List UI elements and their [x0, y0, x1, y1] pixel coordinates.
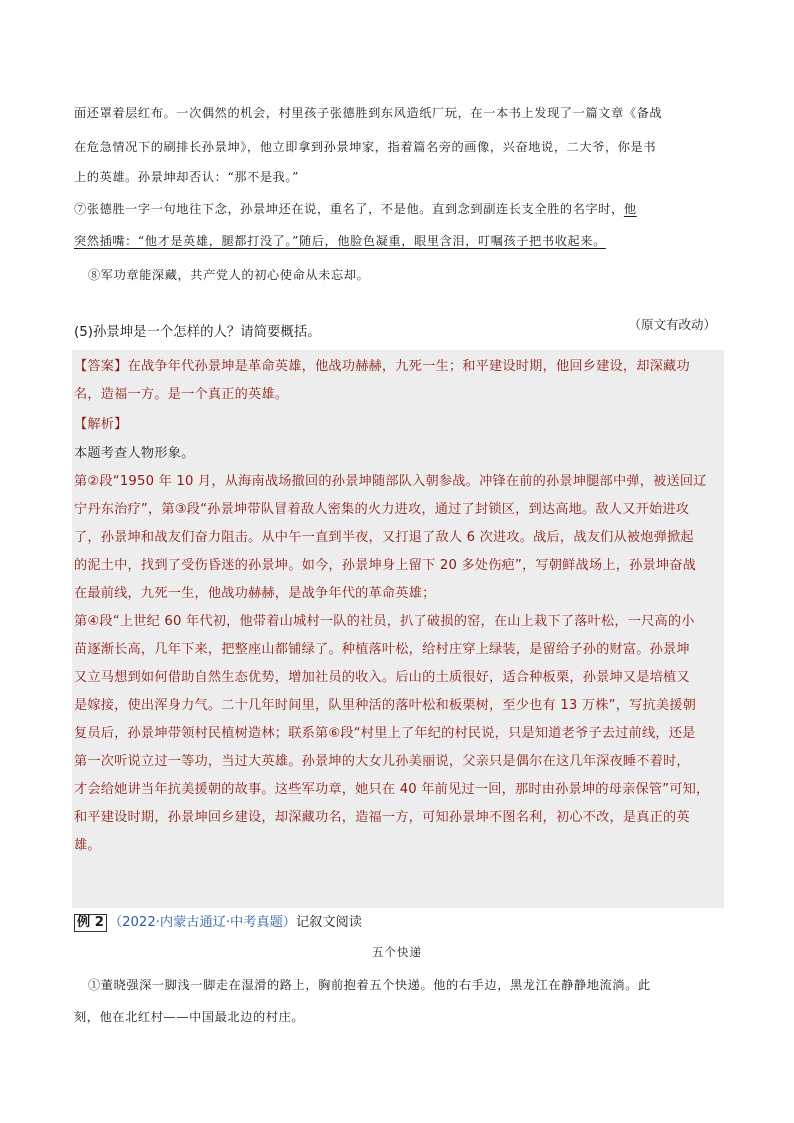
example-tag: 例 2: [74, 914, 107, 932]
answer-text: 在战争年代孙景坤是革命英雄，他战功赫赫，九死一生；和平建设时期，他回乡建设，却深藏功: [127, 359, 690, 374]
underlined-text: 突然插嘴：“他才是英雄，腿都打没了。”: [74, 234, 299, 248]
analysis-line: 的泥土中，找到了受伤昏迷的孙景坤。如今，孙景坤身上留下 20 多处伤疤”，写朝鲜战场上，孙景坤奋战: [74, 558, 697, 573]
question-5: (5)孙景坤是一个怎样的人？请简要概括。: [74, 325, 321, 340]
story-line: 上的英雄。孙景坤却否认：“那不是我。”: [74, 170, 299, 184]
story-paragraph-7-line-2: [74, 224, 720, 258]
story-paragraph-8: ⑧军功章能深藏，共产党人的初心使命从未忘却。: [88, 268, 370, 282]
example-heading: [74, 913, 362, 933]
analysis-intro: 本题考查人物形象。: [74, 446, 195, 461]
analysis-line: 和平建设时期，孙景坤回乡建设，却深藏功名，造福一方，可知孙景坤不图名利，初心不改，是真正的英: [74, 810, 690, 825]
answer-tag: 【答案】: [74, 359, 128, 374]
analysis-line: 才会给她讲当年抗美援朝的故事。这些军功章，她只在 40 年前见过一回，那时由孙景坤的母亲保管”可知，: [74, 782, 710, 797]
story-paragraph-7-line-1: [74, 192, 720, 226]
analysis-tag: 【解析】: [74, 417, 128, 432]
analysis-line: 在最前线，九死一生，他战功赫赫，是战争年代的革命英雄；: [74, 586, 436, 601]
example-label: 记叙文阅读: [295, 915, 362, 930]
passage-line: 刻，他在北红村——中国最北边的村庄。: [74, 1010, 305, 1024]
passage-line: ①董晓强深一脚浅一脚走在湿滑的路上，胸前抱着五个快递。他的右手边，黑龙江在静静地流淌。此: [88, 978, 651, 992]
answer-line: [74, 353, 720, 381]
analysis-line: 第②段“1950 年 10 月，从海南战场撤回的孙景坤随部队入朝参战。冲锋在前的孙景坤腿部中弹，被送回辽: [74, 474, 707, 489]
analysis-line: 苗逐渐长高，几年下来，把整座山都铺绿了。种植落叶松，给村庄穿上绿装，是留给子孙的财富。孙景坤: [74, 642, 690, 657]
analysis-line: 雄。: [74, 838, 101, 853]
analysis-line: 是嫁接，使出浑身力气。二十几年时间里，队里种活的落叶松和板栗树，至少也有 13 万株”，写抗美援朝: [74, 698, 697, 713]
story-text-span: ⑦张德胜一字一句地往下念，孙景坤还在说，重名了，不是他。直到念到副连长支全胜的名字时，: [74, 202, 624, 216]
analysis-line: 复员后，孙景坤带领村民植树造林；联系第⑥段“村里上了年纪的村民说，只是知道老爷子去过前线，还是: [74, 726, 696, 741]
source-note: （原文有改动）: [628, 317, 716, 332]
example-source: （2022·内蒙古通辽·中考真题）: [108, 915, 296, 930]
story-line: 面还罩着层红布。一次偶然的机会，村里孩子张德胜到东风造纸厂玩，在一本书上发现了一篇文章《备战: [74, 106, 663, 120]
underlined-text: 他: [623, 202, 637, 216]
underlined-text: 随后，他脸色凝重，眼里含泪，叮嘱孩子把书收起来。: [298, 234, 606, 248]
analysis-line: 宁丹东治疗”，第③段“孙景坤带队冒着敌人密集的火力进攻，通过了封锁区，到达高地。敌人又开始进攻: [74, 502, 690, 517]
analysis-line: 又立马想到如何借助自然生态优势，增加社员的收入。后山的土质很好，适合种板栗，孙景坤又是培植又: [74, 670, 690, 685]
answer-line-2: 名，造福一方。是一个真正的英雄。: [74, 387, 289, 402]
analysis-line: 了，孙景坤和战友们奋力阻击。从中午一直到半夜，又打退了敌人 6 次进攻。战后，战友们从被炮弹掀起: [74, 530, 694, 545]
story-line: 在危急情况下的刷排长孙景坤》，他立即拿到孙景坤家，指着篇名旁的画像，兴奋地说，二大爷，你是书: [74, 140, 657, 154]
passage-title: 五个快递: [372, 945, 422, 959]
analysis-line: 第④段“上世纪 60 年代初，他带着山城村一队的社员，扒了破损的窑，在山上栽下了落叶松，一尺高的小: [74, 614, 695, 629]
analysis-line: 第一次听说立过一等功，当过大英雄。孙景坤的大女儿孙美丽说，父亲只是偶尔在这几年深夜睡不着时，: [74, 754, 690, 769]
